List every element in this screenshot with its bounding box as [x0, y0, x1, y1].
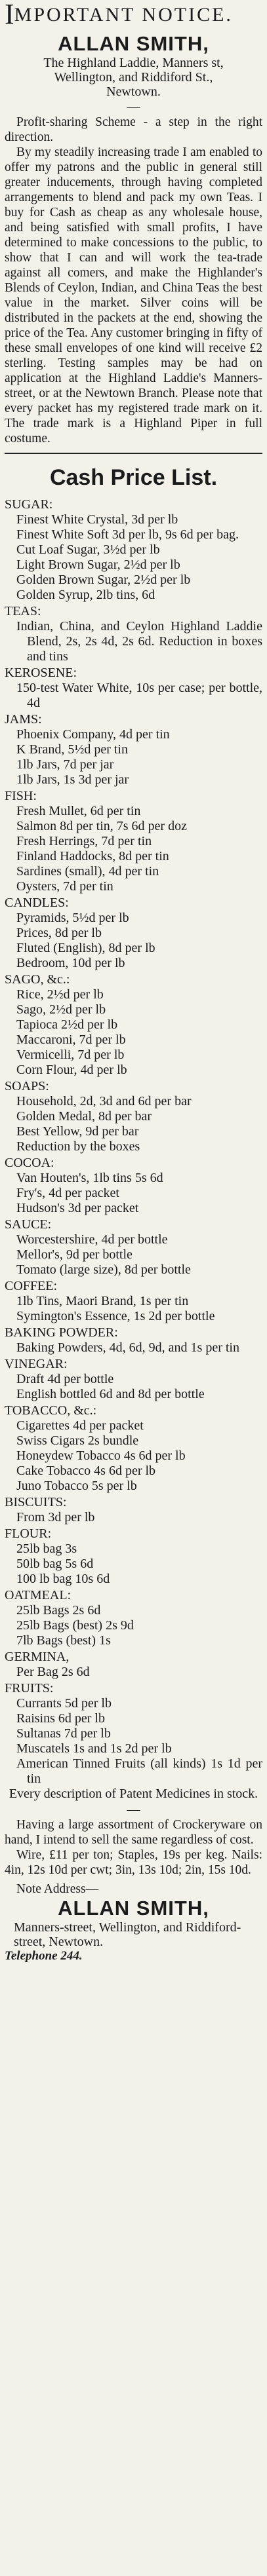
address-line: Newtown. — [106, 85, 161, 99]
price-item: K Brand, 5½d per tin — [16, 742, 128, 757]
price-item: Swiss Cigars 2s bundle — [16, 1433, 139, 1448]
category-heading: SAUCE: — [5, 1217, 52, 1232]
price-item: 1lb Tins, Maori Brand, 1s per tin — [16, 1294, 189, 1308]
price-item: Hudson's 3d per packet — [16, 1201, 139, 1215]
category-heading: CANDLES: — [5, 896, 69, 910]
price-item: English bottled 6d and 8d per bottle — [16, 1387, 205, 1401]
price-item: Fluted (English), 8d per lb — [16, 941, 155, 955]
footer-address: Manners-street, Wellington, and Riddiford-street, Newtown. — [14, 1920, 241, 1949]
price-item: Raisins 6d per lb — [16, 1711, 105, 1726]
category-heading: SUGAR: — [5, 497, 53, 512]
price-item: 150-test Water White, 10s per case; per bottle, 4d — [16, 681, 262, 710]
price-item: Muscatels 1s and 1s 2d per lb — [16, 1741, 172, 1756]
price-item: Household, 2d, 3d and 6d per bar — [16, 1094, 192, 1108]
price-item: Finest White Crystal, 3d per lb — [16, 512, 178, 527]
price-item: Van Houten's, 1lb tins 5s 6d — [16, 1171, 163, 1185]
price-item: Vermicelli, 7d per lb — [16, 1048, 125, 1062]
price-item: Cigarettes 4d per packet — [16, 1418, 144, 1433]
price-item: Per Bag 2s 6d — [16, 1665, 90, 1679]
price-item: Sago, 2½d per lb — [16, 1002, 106, 1017]
category-heading: FLOUR: — [5, 1526, 52, 1541]
price-item: Golden Syrup, 2lb tins, 6d — [16, 588, 155, 602]
price-item: 25lb Bags (best) 2s 9d — [16, 1618, 134, 1633]
category-heading: VINEGAR: — [5, 1357, 68, 1371]
price-item: 25lb bag 3s — [16, 1542, 77, 1556]
price-item: Reduction by the boxes — [16, 1139, 140, 1154]
price-item: Phoenix Company, 4d per tin — [16, 727, 170, 742]
price-item: Mellor's, 9d per bottle — [16, 1247, 133, 1262]
price-item: Pyramids, 5½d per lb — [16, 911, 129, 925]
price-item: 1lb Jars, 1s 3d per jar — [16, 772, 129, 787]
separator: — — [127, 100, 140, 114]
wire-paragraph: Wire, £11 per ton; Staples, 19s per keg. Nails: 4in, 12s 10d per cwt; 3in, 13s 10d; 2in, 15s 10d. — [5, 1848, 262, 1877]
notice-title — [5, 0, 262, 30]
price-item: Cut Loaf Sugar, 3½d per lb — [16, 542, 160, 557]
profit-paragraph: Profit-sharing Scheme - a step in the right direction. — [5, 115, 262, 144]
price-item: Finland Haddocks, 8d per tin — [16, 849, 169, 863]
price-item: 25lb Bags 2s 6d — [16, 1603, 101, 1618]
price-item: Fry's, 4d per packet — [16, 1186, 119, 1200]
category-heading: GERMINA, — [5, 1650, 70, 1664]
price-item: 7lb Bags (best) 1s — [16, 1633, 111, 1648]
price-item: Light Brown Sugar, 2½d per lb — [16, 558, 180, 572]
category-heading: FISH: — [5, 789, 37, 803]
category-heading: KEROSENE: — [5, 666, 77, 680]
title-initial: I — [5, 0, 14, 30]
price-item: Juno Tobacco 5s per lb — [16, 1479, 137, 1493]
footer-name: ALLAN SMITH, — [58, 1897, 209, 1920]
price-item: Baking Powders, 4d, 6d, 9d, and 1s per tin — [16, 1340, 239, 1355]
price-item: 1lb Jars, 7d per jar — [16, 757, 114, 772]
category-heading: BISCUITS: — [5, 1495, 67, 1509]
address-line: The Highland Laddie, Manners st, — [43, 56, 224, 70]
price-item: 100 lb bag 10s 6d — [16, 1572, 110, 1586]
price-item: Fresh Herrings, 7d per tin — [16, 834, 152, 848]
category-heading: SOAPS: — [5, 1079, 49, 1093]
price-list — [5, 497, 262, 1787]
price-item: Golden Brown Sugar, 2½d per lb — [16, 573, 191, 587]
category-heading: COCOA: — [5, 1156, 54, 1170]
price-list-heading: Cash Price List. — [49, 465, 218, 490]
crockery-paragraph: Having a large assortment of Crockeryware on hand, I intend to sell the same regardless of cost. — [5, 1818, 262, 1847]
note-address-label: Note Address— — [16, 1882, 99, 1896]
price-item: 50lb bag 5s 6d — [16, 1557, 94, 1571]
separator: — — [127, 1802, 140, 1817]
telephone: Telephone 244. — [5, 1949, 83, 1963]
price-item: Finest White Soft 3d per lb, 9s 6d per bag. — [16, 527, 239, 542]
price-item: Symington's Essence, 1s 2d per bottle — [16, 1309, 215, 1323]
price-item: Corn Flour, 4d per lb — [16, 1063, 127, 1077]
price-item: Fresh Mullet, 6d per tin — [16, 804, 141, 818]
price-item: Bedroom, 10d per lb — [16, 956, 125, 970]
category-heading: OATMEAL: — [5, 1588, 72, 1602]
price-item: Worcestershire, 4d per bottle — [16, 1232, 168, 1247]
price-item: Tapioca 2½d per lb — [16, 1017, 118, 1032]
category-heading: TEAS: — [5, 604, 41, 618]
price-item: Tomato (large size), 8d per bottle — [16, 1262, 191, 1277]
category-heading: FRUITS: — [5, 1681, 54, 1695]
price-item: Sultanas 7d per lb — [16, 1726, 111, 1741]
price-item: Cake Tobacco 4s 6d per lb — [16, 1464, 156, 1478]
price-item: Currants 5d per lb — [16, 1696, 112, 1711]
price-item: From 3d per lb — [16, 1510, 95, 1525]
price-item: Indian, China, and Ceylon Highland Laddie Blend, 2s, 2s 4d, 2s 6d. Reduction in boxes and tins — [16, 619, 262, 664]
category-heading: TOBACCO, &c.: — [5, 1403, 97, 1418]
price-item: Draft 4d per bottle — [16, 1372, 114, 1386]
price-item: Prices, 8d per lb — [16, 926, 102, 940]
merchant-name: ALLAN SMITH, — [58, 32, 209, 55]
price-item: Honeydew Tobacco 4s 6d per lb — [16, 1449, 186, 1463]
price-item: Golden Medal, 8d per bar — [16, 1109, 152, 1124]
price-item: Oysters, 7d per tin — [16, 879, 113, 894]
category-heading: JAMS: — [5, 712, 42, 727]
price-item: Sardines (small), 4d per tin — [16, 864, 159, 879]
body-paragraph: By my steadily increasing trade I am enabled to offer my patrons and the public in general still greater inducements, through having completed arrangements to blend and pack my own Teas. I buy for Cash as cheap as any wholesale house, and being satisfied with small profits, I have determined to make concessions to the public, to show that I can and will work the tea-trade against all comers, and make the Highlander's Blends of Ceylon, Indian, and China Teas the best value in the market. Silver coins will be distributed in the packets at the end, showing the price of the Tea. Any customer bringing in fifty of these small envelopes of one kind will receive £2 sterling. Testing samples may be had on application at the Highland Laddie's Manners-street, or at the Newtown Branch. Please note that every packet has my registered trade mark on it. The trade mark is a Highland Piper in full costume. — [5, 145, 262, 445]
price-item: American Tinned Fruits (all kinds) 1s 1d per tin — [16, 1756, 262, 1786]
price-item: Rice, 2½d per lb — [16, 987, 104, 1002]
price-item: Salmon 8d per tin, 7s 6d per doz — [16, 819, 187, 833]
category-heading: BAKING POWDER: — [5, 1325, 118, 1340]
divider — [5, 453, 262, 454]
category-heading: SAGO, &c.: — [5, 972, 70, 987]
category-heading: COFFEE: — [5, 1279, 58, 1293]
patent-note: Every description of Patent Medicines in stock. — [9, 1787, 258, 1801]
address-line: Wellington, and Riddiford St., — [54, 70, 213, 85]
price-item: Best Yellow, 9d per bar — [16, 1124, 139, 1139]
price-item: Maccaroni, 7d per lb — [16, 1032, 126, 1047]
title-rest: MPORTANT NOTICE. — [14, 4, 233, 26]
